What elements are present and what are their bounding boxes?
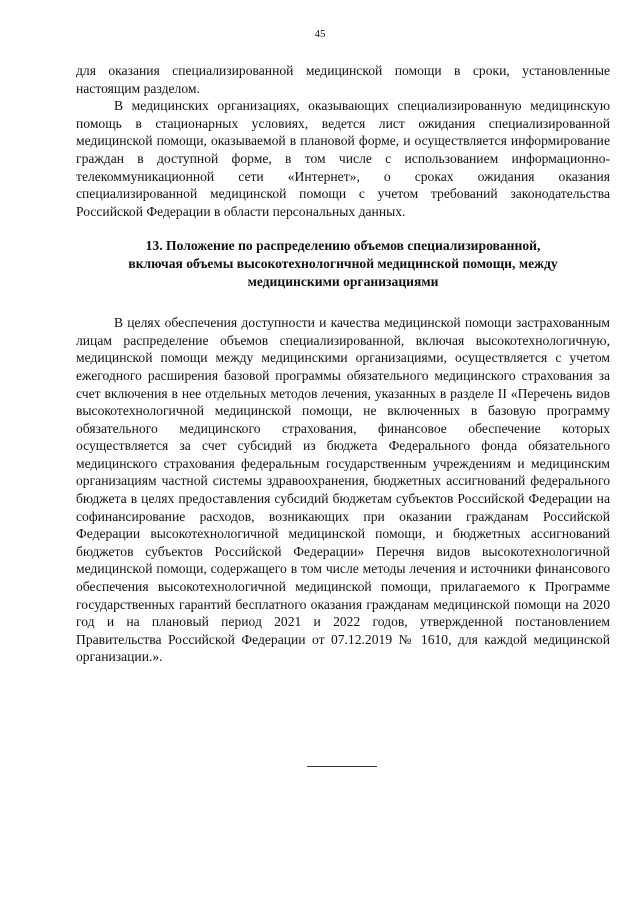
page-number: 45 bbox=[314, 28, 326, 40]
section-title bbox=[76, 237, 610, 290]
section-body-paragraph: В целях обеспечения доступности и качества медицинской помощи застрахованным лицам распределение объемов специализированной, включая высокотехнологичную, медицинской помощи между медицинскими организациями, осуществляется с учетом ежегодного расширения базовой программы обязательного медицинского страхования за счет включения в нее отдельных методов лечения, указанных в разделе II «Перечень видов высокотехнологичной медицинской помощи, не включенных в базовую программу обязательного медицинского страхования, финансовое обеспечение которых осуществляется за счет субсидий из бюджета Федерального фонда обязательного медицинского страхования федеральным государственным учреждениям и медицинским организациям частной системы здравоохранения, бюджетных ассигнований федерального бюджета в целях предоставления субсидий бюджетам субъектов Российской Федерации на софинансирование расходов, возникающих при оказании гражданам Российской Федерации высокотехнологичной медицинской помощи, и бюджетных ассигнований бюджетов субъектов Российской Федерации» Перечня видов высокотехнологичной медицинской помощи, содержащего в том числе методы лечения и источники финансового обеспечения высокотехнологичной медицинской помощи, прилагаемого к Программе государственных гарантий бесплатного оказания гражданам медицинской помощи на 2020 год и на плановый период 2021 и 2022 годов, утвержденной постановлением Правительства Российской Федерации от 07.12.2019 № 1610, для каждой медицинской организации.». bbox=[76, 315, 610, 665]
page-content bbox=[76, 62, 610, 666]
section-title-line-2: включая объемы высокотехнологичной медицинской помощи, между bbox=[128, 255, 558, 271]
section-title-line-1: 13. Положение по распределению объемов специализированной, bbox=[145, 238, 541, 254]
paragraph-waiting-list: В медицинских организациях, оказывающих специализированную медицинскую помощь в стационарных условиях, ведется лист ожидания специализированной медицинской помощи, оказываемой в плановой форме, и осуществляется информирование граждан в доступной форме, в том числе с использованием информационно-телекоммуникационной сети «Интернет», о сроках ожидания оказания специализированной медицинской помощи с учетом требований законодательства Российской Федерации в области персональных данных. bbox=[76, 98, 610, 219]
end-of-text-rule bbox=[307, 766, 377, 767]
section-title-line-3: медицинскими организациями bbox=[247, 273, 439, 289]
paragraph-continuation: для оказания специализированной медицинской помощи в сроки, установленные настоящим разделом. bbox=[76, 63, 610, 96]
